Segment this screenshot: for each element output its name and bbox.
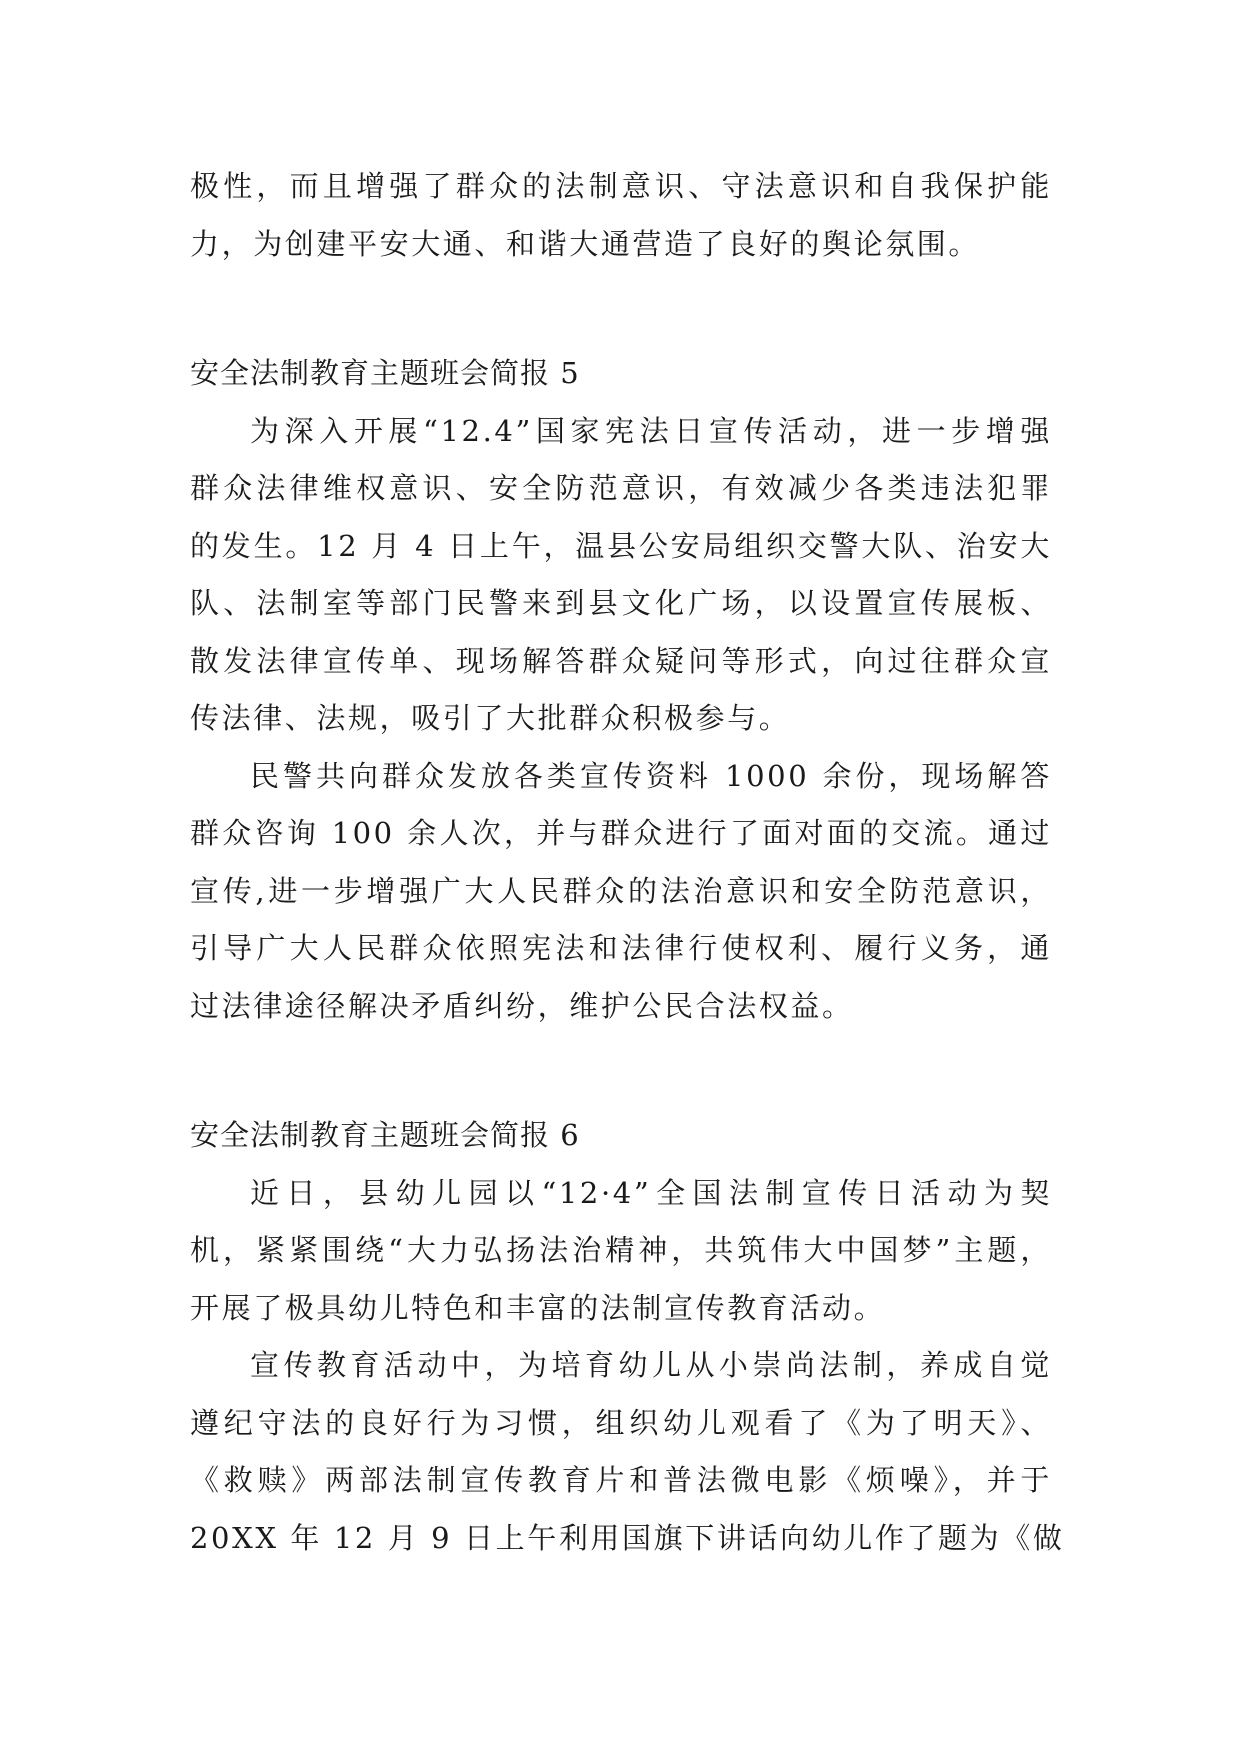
- section-5: [190, 345, 1052, 1035]
- text-line: 宣传教育活动中，为培育幼儿从小崇尚法制，养成自觉: [250, 1348, 1052, 1382]
- section-title: 安全法制教育主题班会简报 6: [190, 1118, 580, 1152]
- text-line: 遵纪守法的良好行为习惯，组织幼儿观看了《为了明天》、: [190, 1405, 1052, 1440]
- text-line: 力，为创建平安大通、和谐大通营造了良好的舆论氛围。: [190, 226, 981, 261]
- section-6: [190, 1107, 1065, 1567]
- text-line: 民警共向群众发放各类宣传资料 1000 余份，现场解答: [250, 758, 1052, 793]
- section-spacer: [190, 1035, 1052, 1107]
- text-line: 的发生。12 月 4 日上午，温县公安局组织交警大队、治安大: [190, 528, 1052, 563]
- document-body: [190, 158, 1065, 1567]
- text-line: 极性，而且增强了群众的法制意识、守法意识和自我保护能: [190, 169, 1052, 203]
- paragraph: [190, 1337, 1065, 1567]
- text-line: 引导广大人民群众依照宪法和法律行使权利、履行义务，通: [190, 931, 1052, 965]
- text-line: 开展了极具幼儿特色和丰富的法制宣传教育活动。: [190, 1290, 886, 1325]
- paragraph: [190, 403, 1052, 748]
- section-title: 安全法制教育主题班会简报 5: [190, 356, 580, 390]
- text-line: 散发法律宣传单、现场解答群众疑问等形式，向过往群众宣: [190, 643, 1052, 678]
- paragraph: [190, 748, 1052, 1036]
- paragraph: [190, 1165, 1052, 1338]
- text-line: 传法律、法规，吸引了大批群众积极参与。: [190, 701, 791, 735]
- intro-paragraph: [190, 158, 1052, 273]
- text-line: 为深入开展“12.4”国家宪法日宣传活动，进一步增强: [250, 413, 1052, 448]
- text-line: 近日，县幼儿园以“12·4”全国法制宣传日活动为契: [250, 1175, 1052, 1210]
- section-spacer: [190, 273, 1052, 345]
- text-line: 过法律途径解决矛盾纠纷，维护公民合法权益。: [190, 988, 854, 1023]
- text-line: 队、法制室等部门民警来到县文化广场，以设置宣传展板、: [190, 586, 1052, 620]
- text-line: 20XX 年 12 月 9 日上午利用国旗下讲话向幼儿作了题为《做: [190, 1520, 1065, 1555]
- text-line: 群众法律维权意识、安全防范意识，有效减少各类违法犯罪: [190, 471, 1052, 505]
- text-line: 《救赎》两部法制宣传教育片和普法微电影《烦噪》，并于: [190, 1463, 1052, 1497]
- text-line: 机，紧紧围绕“大力弘扬法治精神，共筑伟大中国梦”主题，: [190, 1233, 1052, 1267]
- text-line: 群众咨询 100 余人次，并与群众进行了面对面的交流。通过: [190, 816, 1052, 850]
- text-line: 宣传,进一步增强广大人民群众的法治意识和安全防范意识，: [190, 873, 1052, 908]
